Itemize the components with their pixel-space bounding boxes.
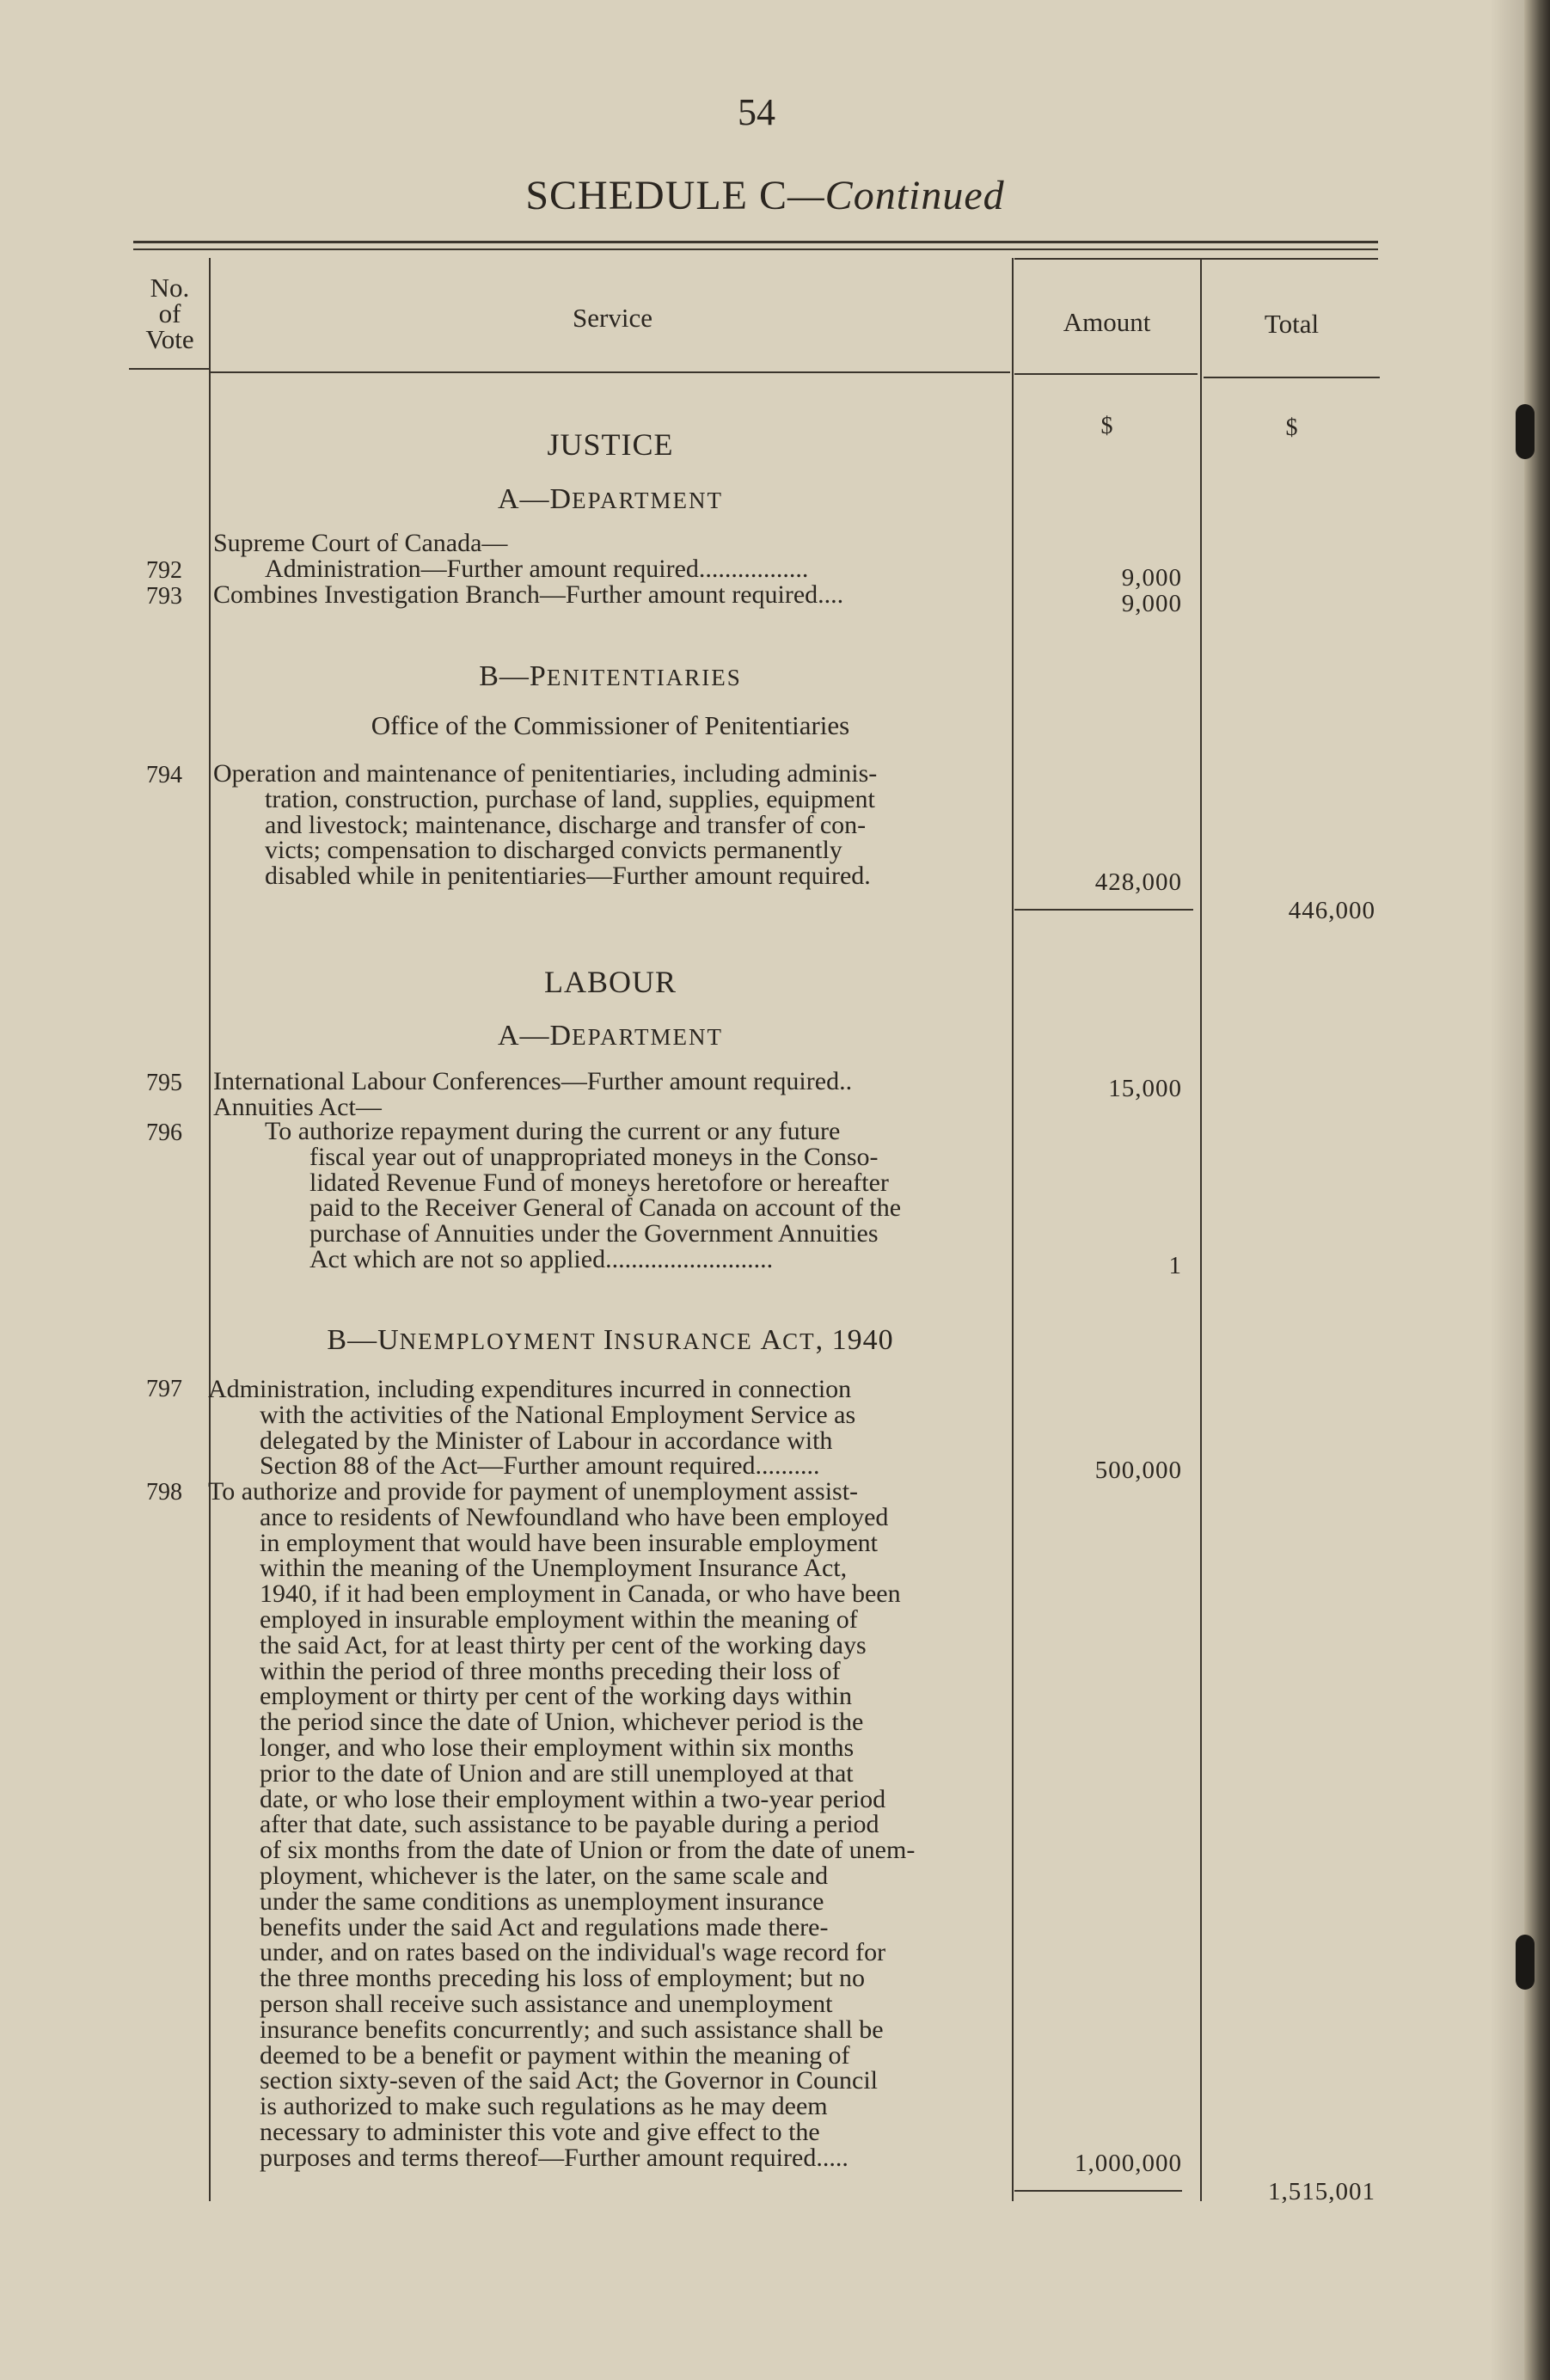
vote-795-text: International Labour Conferences—Further amount required.. — [213, 1067, 853, 1095]
heading-prefix: A— — [497, 1020, 550, 1052]
labour-heading: LABOUR — [543, 965, 677, 999]
amount-column-header: Amount — [1063, 307, 1151, 337]
vote-column-header — [129, 275, 211, 353]
justice-department-heading — [206, 483, 1014, 516]
header-rule-bottom — [133, 248, 1378, 250]
vote-796-amount: 1 — [1168, 1252, 1182, 1279]
heading-capital: P — [529, 660, 547, 692]
text-line: 1940, if it had been employment in Canada, or who have been — [260, 1580, 901, 1609]
text-line: ance to residents of Newfoundland who have been employed — [260, 1502, 889, 1531]
vote-794-amount: 428,000 — [1094, 868, 1182, 896]
text-line: longer, and who lose their employment within six months — [260, 1733, 855, 1762]
heading-year: , 1940 — [815, 1324, 894, 1356]
vote-header-line: of — [158, 298, 181, 328]
text-line: tration, construction, purchase of land, supplies, equipment — [265, 784, 875, 813]
text-line: within the meaning of the Unemployment Insurance Act, — [260, 1554, 848, 1583]
vote-792-amount: 9,000 — [1121, 564, 1182, 592]
text-line: paid to the Receiver General of Canada on account of the — [309, 1193, 902, 1223]
text-line: purposes and terms thereof—Further amount required..... — [260, 2143, 849, 2172]
heading-prefix: B— — [327, 1324, 378, 1356]
vote-number: 797 — [146, 1376, 182, 1402]
text-line: of six months from the date of Union or from the date of unem- — [260, 1836, 916, 1865]
vote-797-text — [208, 1377, 999, 1479]
binding-hole-bottom — [1516, 1935, 1535, 1990]
justice-heading: JUSTICE — [547, 427, 674, 462]
text-line: within the period of three months preceding their loss of — [260, 1656, 841, 1685]
vote-795-amount: 15,000 — [1108, 1075, 1182, 1102]
heading-capital: I — [603, 1324, 615, 1356]
justice-total: 446,000 — [1288, 897, 1375, 924]
schedule-title — [0, 172, 1530, 219]
heading-capital: D — [549, 1020, 573, 1052]
text-line: section sixty-seven of the said Act; the Governor in Council — [260, 2066, 879, 2095]
text-line: in employment that would have been insurable employment — [260, 1528, 878, 1557]
text-line: date, or who lose their employment within a two-year period — [260, 1784, 886, 1813]
service-header-rule — [211, 371, 1010, 373]
column-rule-service — [1012, 258, 1014, 2201]
text-line: insurance benefits concurrently; and such assistance shall be — [260, 2015, 884, 2044]
vote-number: 795 — [146, 1070, 182, 1096]
heading-smallcaps: CT — [782, 1328, 816, 1354]
vote-797-amount: 500,000 — [1094, 1457, 1182, 1484]
text-line: with the activities of the National Employment Service as — [260, 1400, 856, 1429]
vote-number: 796 — [146, 1119, 182, 1146]
page-number: 54 — [738, 91, 775, 133]
text-line: To authorize repayment during the current or any future — [265, 1117, 841, 1145]
text-line: lidated Revenue Fund of moneys heretofore or hereafter — [309, 1168, 889, 1197]
heading-capital: A — [760, 1324, 783, 1356]
page-shadow — [1490, 0, 1524, 2380]
heading-prefix: B— — [479, 660, 530, 692]
text-line: ployment, whichever is the later, on the same scale and — [260, 1861, 829, 1890]
text-line: under, and on rates based on the individual's wage record for — [260, 1938, 886, 1967]
text-line: benefits under the said Act and regulations made there- — [260, 1912, 829, 1941]
text-line: under the same conditions as unemployment insurance — [260, 1886, 824, 1916]
penitentiaries-heading — [206, 660, 1014, 693]
vote-798-amount: 1,000,000 — [1075, 2150, 1182, 2177]
text-line: purchase of Annuities under the Government Annuities — [309, 1219, 879, 1248]
unemployment-insurance-heading — [206, 1324, 1014, 1357]
vote-796-text — [213, 1119, 1004, 1273]
total-header-rule — [1204, 377, 1380, 378]
heading-capital: U — [377, 1324, 400, 1356]
text-line: employment or thirty per cent of the working days within — [260, 1682, 853, 1711]
amount-total-top-rule — [1014, 258, 1378, 260]
vote-header-line: No. — [150, 273, 190, 303]
labour-department-heading — [206, 1020, 1014, 1052]
text-line: prior to the date of Union and are still unemployed at that — [260, 1758, 854, 1788]
text-line: person shall receive such assistance and unemployment — [260, 1989, 833, 2018]
heading-smallcaps: NEMPLOYMENT — [399, 1328, 603, 1354]
heading-smallcaps: ENITENTIARIES — [546, 665, 742, 690]
text-line: deemed to be a benefit or payment within the meaning of — [260, 2040, 850, 2070]
heading-prefix: A— — [497, 483, 550, 515]
column-rule-amount — [1200, 258, 1202, 2201]
vote-798-text — [208, 1479, 999, 2171]
total-column-header: Total — [1264, 309, 1320, 339]
text-line: delegated by the Minister of Labour in accordance with — [260, 1426, 833, 1455]
vote-number: 794 — [146, 762, 182, 788]
vote-header-line: Vote — [145, 324, 194, 354]
text-line: Operation and maintenance of penitentiaries, including adminis- — [213, 759, 878, 788]
heading-capital: D — [549, 483, 573, 515]
vote-header-rule — [129, 368, 209, 370]
text-line: the said Act, for at least thirty per cent of the working days — [260, 1630, 867, 1659]
amount-dollar-sign: $ — [1100, 413, 1113, 439]
vote-number: 798 — [146, 1479, 182, 1506]
heading-smallcaps: EPARTMENT — [572, 1024, 724, 1050]
office-commissioner-heading: Office of the Commissioner of Penitentiaries — [371, 710, 850, 740]
text-line: and livestock; maintenance, discharge and transfer of con- — [265, 810, 867, 839]
text-line: victs; compensation to discharged convicts permanently — [265, 836, 842, 865]
annuities-act-label: Annuities Act— — [213, 1093, 382, 1121]
text-line: fiscal year out of unappropriated moneys in the Conso- — [309, 1142, 879, 1171]
labour-total: 1,515,001 — [1268, 2178, 1375, 2205]
text-line: necessary to administer this vote and give effect to the — [260, 2117, 820, 2146]
service-column-header: Service — [573, 303, 652, 333]
vote-793-amount: 9,000 — [1121, 590, 1182, 617]
vote-794-text — [213, 761, 1004, 889]
text-line: employed in insurable employment within the meaning of — [260, 1604, 858, 1634]
text-line: disabled while in penitentiaries—Further amount required. — [265, 862, 871, 891]
vote-792-text: Administration—Further amount required................. — [265, 555, 809, 583]
heading-smallcaps: NSURANCE — [614, 1328, 761, 1354]
text-line: the three months preceding his loss of employment; but no — [260, 1964, 866, 1993]
binding-spine — [1524, 0, 1550, 2380]
heading-smallcaps: EPARTMENT — [572, 488, 724, 513]
vote-793-text: Combines Investigation Branch—Further amount required.... — [213, 580, 844, 609]
schedule-title-main: SCHEDULE C — [525, 173, 787, 218]
text-line: To authorize and provide for payment of unemployment assist- — [208, 1477, 859, 1506]
total-dollar-sign: $ — [1285, 414, 1298, 441]
text-line: Act which are not so applied.......................... — [309, 1244, 774, 1273]
labour-subtotal-rule — [1014, 2190, 1182, 2192]
text-line: after that date, such assistance to be payable during a period — [260, 1810, 879, 1839]
supreme-court-label: Supreme Court of Canada— — [213, 529, 508, 557]
header-rule-top — [133, 241, 1378, 243]
schedule-title-continued: —Continued — [787, 173, 1005, 218]
binding-hole-top — [1516, 404, 1535, 459]
text-line: Administration, including expenditures incurred in connection — [208, 1375, 852, 1403]
text-line: is authorized to make such regulations as he may deem — [260, 2092, 828, 2121]
vote-number: 793 — [146, 583, 182, 610]
vote-number: 792 — [146, 557, 182, 584]
justice-subtotal-rule — [1014, 909, 1193, 911]
text-line: the period since the date of Union, whichever period is the — [260, 1708, 864, 1737]
text-line: Section 88 of the Act—Further amount required.......... — [260, 1451, 820, 1481]
amount-header-rule — [1014, 373, 1198, 375]
